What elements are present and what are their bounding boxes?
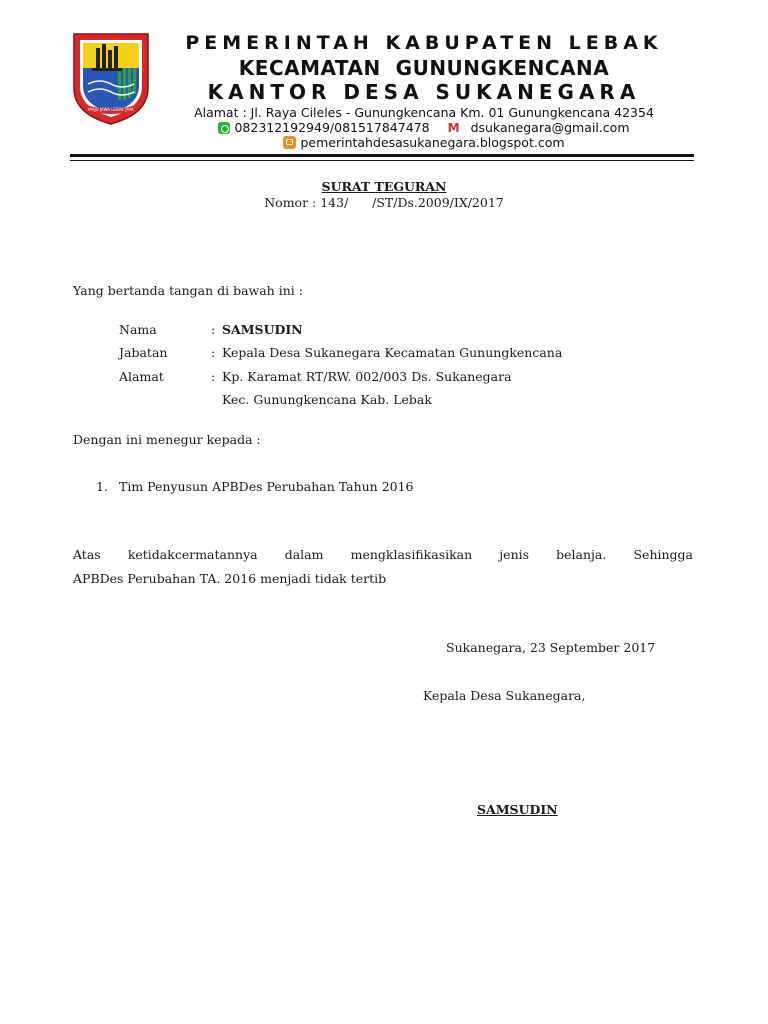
field-label-nama: Nama [119, 322, 157, 337]
letterhead-government: PEMERINTAH KABUPATEN LEBAK [185, 32, 663, 54]
letterhead-office: KANTOR DESA SUKANEGARA [207, 80, 641, 104]
opening-line: Yang bertanda tangan di bawah ini : [73, 283, 303, 298]
paragraph-line-1: Atas ketidakcermatannya dalam mengklasifikasikan jenis belanja. Sehingga [73, 547, 693, 562]
field-label-alamat: Alamat [119, 369, 164, 384]
letterhead-contacts [160, 120, 688, 135]
paragraph-line-2: APBDes Perubahan TA. 2016 menjadi tidak tertib [73, 571, 387, 586]
phone-number: 082312192949/081517847478 [234, 120, 430, 135]
letterhead-divider-thin [70, 160, 694, 161]
field-sep-jabatan: : [211, 345, 216, 360]
letterhead-blog [160, 135, 688, 150]
field-value-alamat: Kp. Karamat RT/RW. 002/003 Ds. Sukanegara [222, 369, 512, 384]
list-item: Tim Penyusun APBDes Perubahan Tahun 2016 [119, 479, 414, 494]
letterhead-divider-thick [70, 154, 694, 157]
field-value-nama: SAMSUDIN [222, 322, 303, 337]
field-value-alamat-cont: Kec. Gunungkencana Kab. Lebak [222, 392, 432, 407]
lebak-regency-logo [70, 30, 152, 126]
signer-title: Kepala Desa Sukanegara, [423, 688, 586, 703]
logo-motto: MAJU JAWA LEBAK JAYA [88, 107, 134, 112]
letterhead-district: KECAMATAN GUNUNGKENCANA [238, 56, 610, 80]
field-sep-nama: : [211, 322, 216, 337]
blogger-icon [283, 136, 296, 149]
letter-number: Nomor : 143/ /ST/Ds.2009/IX/2017 [264, 195, 504, 210]
field-value-jabatan: Kepala Desa Sukanegara Kecamatan Gunungkencana [222, 345, 563, 360]
letterhead-address: Alamat : Jl. Raya Cileles - Gunungkencana Km. 01 Gunungkencana 42354 [194, 105, 654, 120]
field-label-jabatan: Jabatan [119, 345, 168, 360]
whatsapp-icon [218, 122, 230, 134]
mail-icon [448, 124, 461, 134]
email-address: dsukanegara@gmail.com [470, 120, 630, 135]
place-date: Sukanegara, 23 September 2017 [446, 640, 656, 655]
signer-name: SAMSUDIN [477, 802, 558, 817]
list-number: 1. [96, 479, 108, 494]
blog-url: pemerintahdesasukanegara.blogspot.com [300, 135, 565, 150]
field-sep-alamat: : [211, 369, 216, 384]
letter-title: SURAT TEGURAN [321, 179, 447, 194]
reprimand-intro: Dengan ini menegur kepada : [73, 432, 261, 447]
